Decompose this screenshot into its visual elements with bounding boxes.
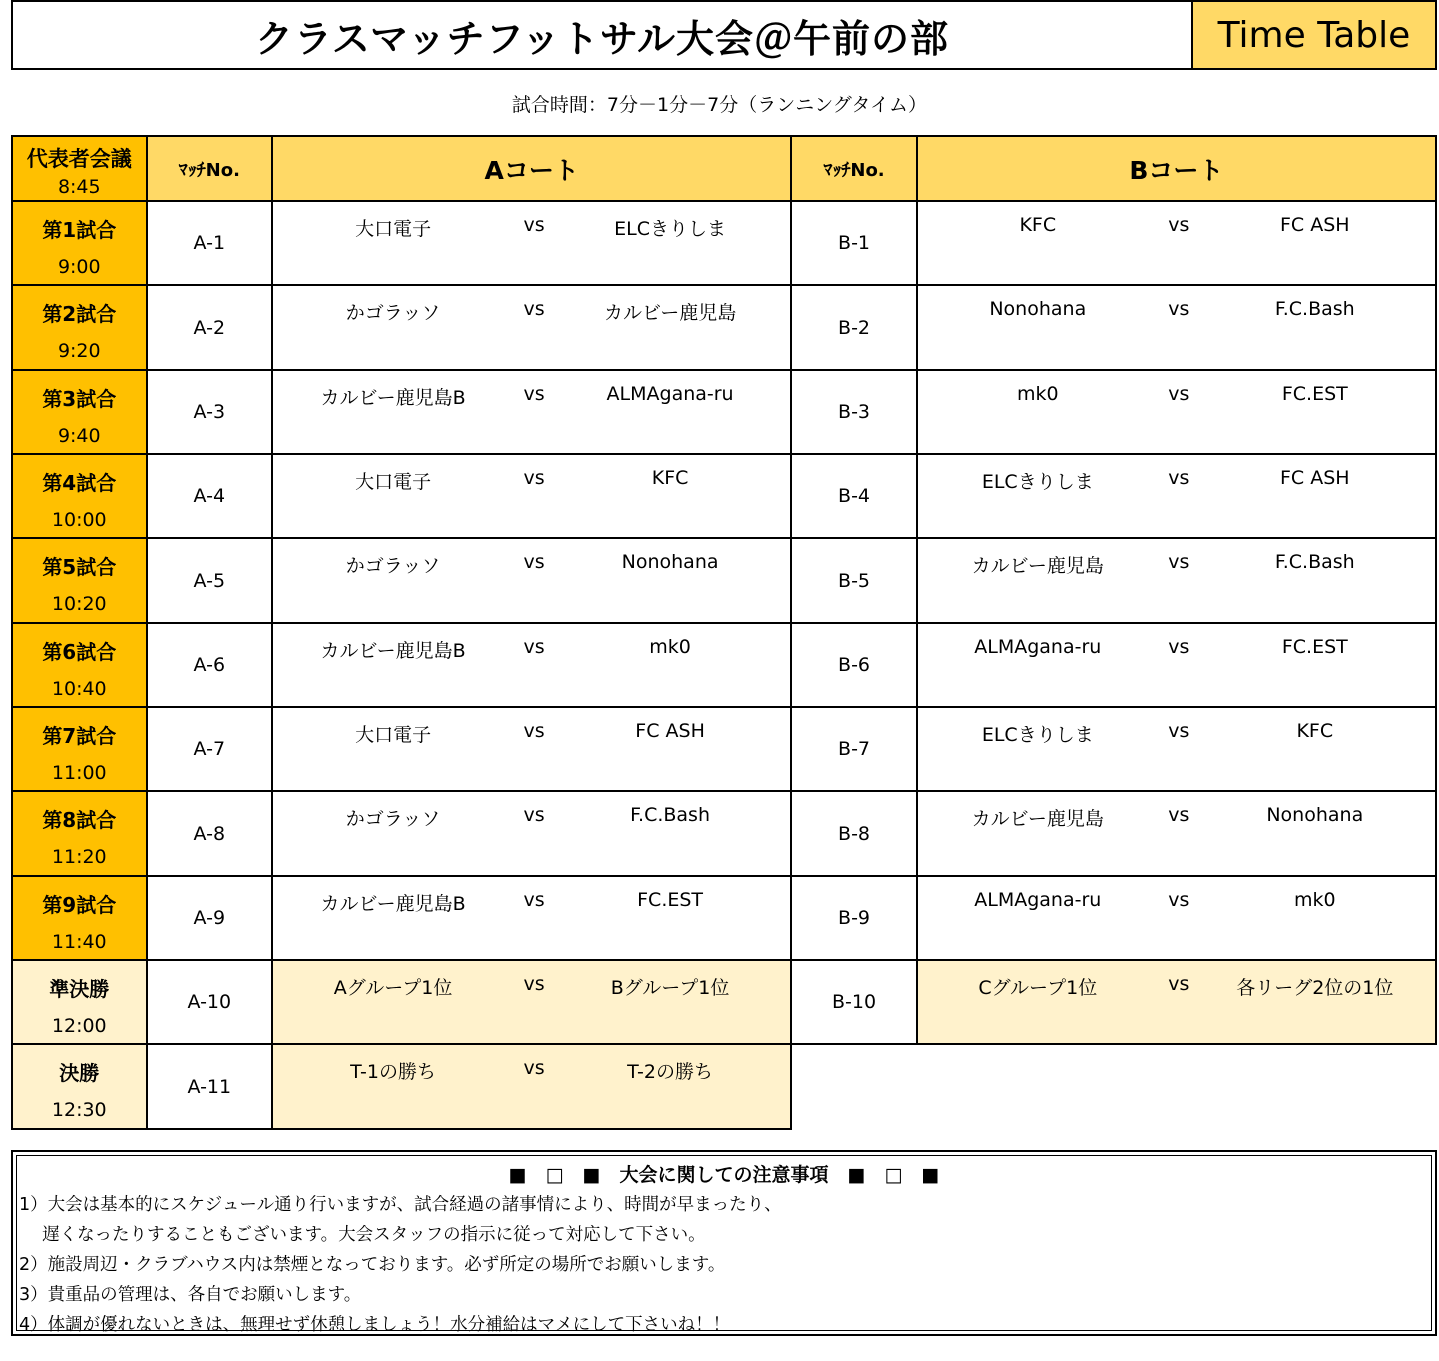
vs-label: vs bbox=[1168, 973, 1190, 996]
vs-label: vs bbox=[523, 298, 545, 321]
team-away: FC.EST bbox=[637, 888, 704, 911]
match-no-a: A-5 bbox=[147, 538, 273, 622]
court-b-match-cell bbox=[917, 285, 1436, 369]
team-home: Cグループ1位 bbox=[978, 977, 1098, 1000]
meeting-cell bbox=[12, 136, 147, 201]
empty-cell bbox=[791, 1044, 1436, 1129]
match-no-a: A-8 bbox=[147, 791, 273, 875]
table-row bbox=[12, 370, 1436, 454]
match-no-b: B-1 bbox=[791, 201, 917, 285]
match-no-b: B-2 bbox=[791, 285, 917, 369]
vs-label: vs bbox=[1168, 298, 1190, 321]
note-line: 4）体調が優れないときは、無理せず休憩しましょう！水分補給はマメにして下さいね！！ bbox=[19, 1315, 731, 1335]
court-a-match-cell bbox=[272, 623, 791, 707]
court-b-match-cell bbox=[917, 960, 1436, 1044]
match-time-cell bbox=[12, 201, 147, 285]
match-label: 第7試合 bbox=[42, 724, 117, 749]
match-no-b: B-7 bbox=[791, 707, 917, 791]
match-label: 第2試合 bbox=[42, 302, 117, 327]
match-no-a: A-1 bbox=[147, 201, 273, 285]
match-no-a: A-9 bbox=[147, 876, 273, 960]
notes-title: ■ □ ■ 大会に関しての注意事項 ■ □ ■ bbox=[508, 1164, 940, 1186]
match-time: 12:00 bbox=[51, 1015, 107, 1038]
team-away: 各リーグ2位の1位 bbox=[1236, 977, 1394, 1000]
team-home: カルビー鹿児島B bbox=[320, 386, 466, 409]
table-row bbox=[12, 1044, 1436, 1129]
match-no-b: B-10 bbox=[791, 960, 917, 1044]
match-no-b: B-9 bbox=[791, 876, 917, 960]
team-away: F.C.Bash bbox=[630, 804, 710, 827]
team-home: ELCきりしま bbox=[981, 724, 1094, 747]
table-row bbox=[12, 285, 1436, 369]
vs-label: vs bbox=[523, 1057, 545, 1080]
team-away: KFC bbox=[1296, 720, 1334, 743]
team-home: Nonohana bbox=[989, 298, 1087, 321]
vs-label: vs bbox=[523, 382, 545, 405]
court-a-match-cell bbox=[272, 370, 791, 454]
vs-label: vs bbox=[523, 720, 545, 743]
table-row bbox=[12, 201, 1436, 285]
vs-label: vs bbox=[523, 551, 545, 574]
match-no-a: A-10 bbox=[147, 960, 273, 1044]
schedule-table bbox=[11, 135, 1437, 1130]
match-no-a: A-6 bbox=[147, 623, 273, 707]
court-b-match-cell bbox=[917, 791, 1436, 875]
court-a-match-cell bbox=[272, 876, 791, 960]
meeting-label: 代表者会議 bbox=[26, 147, 132, 171]
team-away: FC.EST bbox=[1281, 382, 1348, 405]
match-label: 第8試合 bbox=[42, 808, 117, 833]
court-b-match-cell bbox=[917, 876, 1436, 960]
team-away: Nonohana bbox=[621, 551, 719, 574]
match-time-cell bbox=[12, 707, 147, 791]
team-away: FC ASH bbox=[1279, 214, 1350, 237]
match-time: 10:20 bbox=[51, 593, 107, 616]
match-label: 第5試合 bbox=[42, 555, 117, 580]
vs-label: vs bbox=[1168, 804, 1190, 827]
match-time: 12:30 bbox=[51, 1099, 107, 1122]
team-home: T-1の勝ち bbox=[350, 1061, 436, 1084]
team-home: カルビー鹿児島B bbox=[320, 892, 466, 915]
note-line: 1）大会は基本的にスケジュール通り行いますが、試合経過の諸事情により、時間が早まったり、 bbox=[19, 1195, 782, 1215]
header-bar bbox=[11, 0, 1437, 70]
team-home: ALMAgana-ru bbox=[974, 635, 1102, 658]
team-home: 大口電子 bbox=[355, 471, 432, 494]
table-header-row bbox=[12, 136, 1436, 201]
match-duration-note: 試合時間：7分－1分－7分（ランニングタイム） bbox=[511, 94, 928, 116]
team-home: KFC bbox=[1019, 214, 1057, 237]
team-home: カルビー鹿児島B bbox=[320, 639, 466, 662]
match-no-header-b: ﾏｯﾁNo. bbox=[791, 136, 917, 201]
vs-label: vs bbox=[523, 804, 545, 827]
match-time: 9:20 bbox=[57, 340, 101, 363]
match-label: 第9試合 bbox=[42, 892, 117, 917]
table-row bbox=[12, 707, 1436, 791]
team-home: かゴラッソ bbox=[345, 302, 441, 325]
court-a-match-cell bbox=[272, 285, 791, 369]
team-away: KFC bbox=[651, 467, 689, 490]
vs-label: vs bbox=[1168, 551, 1190, 574]
team-home: mk0 bbox=[1016, 382, 1059, 405]
team-away: mk0 bbox=[1293, 888, 1336, 911]
match-time-cell bbox=[12, 538, 147, 622]
meeting-time: 8:45 bbox=[57, 176, 101, 199]
court-b-match-cell bbox=[917, 201, 1436, 285]
court-a-match-cell bbox=[272, 791, 791, 875]
match-time: 11:20 bbox=[51, 846, 107, 869]
table-row bbox=[12, 538, 1436, 622]
match-no-b: B-4 bbox=[791, 454, 917, 538]
team-home: カルビー鹿児島 bbox=[971, 808, 1104, 831]
match-no-b: B-3 bbox=[791, 370, 917, 454]
match-time: 9:40 bbox=[57, 424, 101, 447]
vs-label: vs bbox=[1168, 382, 1190, 405]
vs-label: vs bbox=[523, 635, 545, 658]
match-time-cell bbox=[12, 1044, 147, 1129]
match-label: 第4試合 bbox=[42, 471, 117, 496]
match-no-b: B-8 bbox=[791, 791, 917, 875]
match-label: 第6試合 bbox=[42, 639, 117, 664]
match-no-b: B-6 bbox=[791, 623, 917, 707]
notes-inner bbox=[16, 1155, 1432, 1335]
match-no-a: A-11 bbox=[147, 1044, 273, 1129]
team-away: ELCきりしま bbox=[614, 218, 726, 241]
team-away: Nonohana bbox=[1266, 804, 1364, 827]
court-b-match-cell bbox=[917, 707, 1436, 791]
vs-label: vs bbox=[523, 467, 545, 490]
team-away: Bグループ1位 bbox=[610, 977, 730, 1000]
time-table-badge: Time Table bbox=[1191, 2, 1435, 68]
match-time-cell bbox=[12, 370, 147, 454]
vs-label: vs bbox=[523, 888, 545, 911]
match-no-a: A-7 bbox=[147, 707, 273, 791]
table-row bbox=[12, 454, 1436, 538]
court-a-match-cell bbox=[272, 454, 791, 538]
team-away: FC ASH bbox=[635, 720, 705, 743]
match-label: 決勝 bbox=[59, 1061, 100, 1086]
team-home: 大口電子 bbox=[355, 218, 432, 241]
match-time: 11:00 bbox=[51, 762, 107, 785]
team-home: ELCきりしま bbox=[981, 471, 1094, 494]
match-time: 9:00 bbox=[57, 256, 101, 279]
vs-label: vs bbox=[1168, 635, 1190, 658]
match-no-a: A-3 bbox=[147, 370, 273, 454]
court-a-match-cell bbox=[272, 707, 791, 791]
notes-box bbox=[11, 1150, 1437, 1336]
match-label: 第1試合 bbox=[42, 218, 117, 243]
match-time-cell bbox=[12, 454, 147, 538]
team-away: F.C.Bash bbox=[1274, 551, 1355, 574]
note-line: 2）施設周辺・クラブハウス内は禁煙となっております。必ず所定の場所でお願いします。 bbox=[19, 1255, 726, 1275]
court-a-match-cell bbox=[272, 960, 791, 1044]
team-away: ALMAgana-ru bbox=[606, 382, 734, 405]
court-a-match-cell bbox=[272, 538, 791, 622]
match-time-cell bbox=[12, 876, 147, 960]
vs-label: vs bbox=[523, 973, 545, 996]
team-home: ALMAgana-ru bbox=[974, 888, 1102, 911]
team-away: カルビー鹿児島 bbox=[603, 302, 737, 325]
match-time: 10:40 bbox=[51, 677, 107, 700]
team-home: かゴラッソ bbox=[345, 555, 441, 578]
note-line: 3）貴重品の管理は、各自でお願いします。 bbox=[19, 1285, 362, 1305]
page-title: クラスマッチフットサル大会＠午前の部 bbox=[254, 16, 950, 61]
match-label: 準決勝 bbox=[49, 977, 110, 1002]
team-away: FC.EST bbox=[1281, 635, 1348, 658]
match-label: 第3試合 bbox=[42, 386, 117, 411]
court-b-header: Bコート bbox=[917, 136, 1436, 201]
team-away: FC ASH bbox=[1279, 467, 1350, 490]
team-home: 大口電子 bbox=[355, 724, 432, 747]
match-time: 11:40 bbox=[51, 930, 107, 953]
table-row bbox=[12, 960, 1436, 1044]
note-line: 遅くなったりすることもございます。大会スタッフの指示に従って対応して下さい。 bbox=[19, 1225, 706, 1245]
match-no-a: A-2 bbox=[147, 285, 273, 369]
match-no-header-a: ﾏｯﾁNo. bbox=[147, 136, 273, 201]
vs-label: vs bbox=[1168, 888, 1190, 911]
match-no-b: B-5 bbox=[791, 538, 917, 622]
match-time-cell bbox=[12, 623, 147, 707]
vs-label: vs bbox=[1168, 467, 1190, 490]
vs-label: vs bbox=[1168, 720, 1190, 743]
vs-label: vs bbox=[1168, 214, 1190, 237]
team-home: かゴラッソ bbox=[345, 808, 441, 831]
team-home: カルビー鹿児島 bbox=[971, 555, 1104, 578]
match-no-a: A-4 bbox=[147, 454, 273, 538]
match-time-cell bbox=[12, 285, 147, 369]
court-b-match-cell bbox=[917, 538, 1436, 622]
table-row bbox=[12, 623, 1436, 707]
table-row bbox=[12, 876, 1436, 960]
vs-label: vs bbox=[523, 214, 545, 237]
team-away: F.C.Bash bbox=[1274, 298, 1355, 321]
match-time-cell bbox=[12, 791, 147, 875]
team-away: T-2の勝ち bbox=[627, 1061, 713, 1084]
court-b-match-cell bbox=[917, 370, 1436, 454]
match-time-cell bbox=[12, 960, 147, 1044]
court-b-match-cell bbox=[917, 623, 1436, 707]
team-home: Aグループ1位 bbox=[333, 977, 453, 1000]
court-b-match-cell bbox=[917, 454, 1436, 538]
table-row bbox=[12, 791, 1436, 875]
court-a-match-cell bbox=[272, 1044, 791, 1129]
court-a-match-cell bbox=[272, 201, 791, 285]
match-time: 10:00 bbox=[51, 509, 107, 532]
court-a-header: Aコート bbox=[272, 136, 791, 201]
team-away: mk0 bbox=[649, 635, 691, 658]
